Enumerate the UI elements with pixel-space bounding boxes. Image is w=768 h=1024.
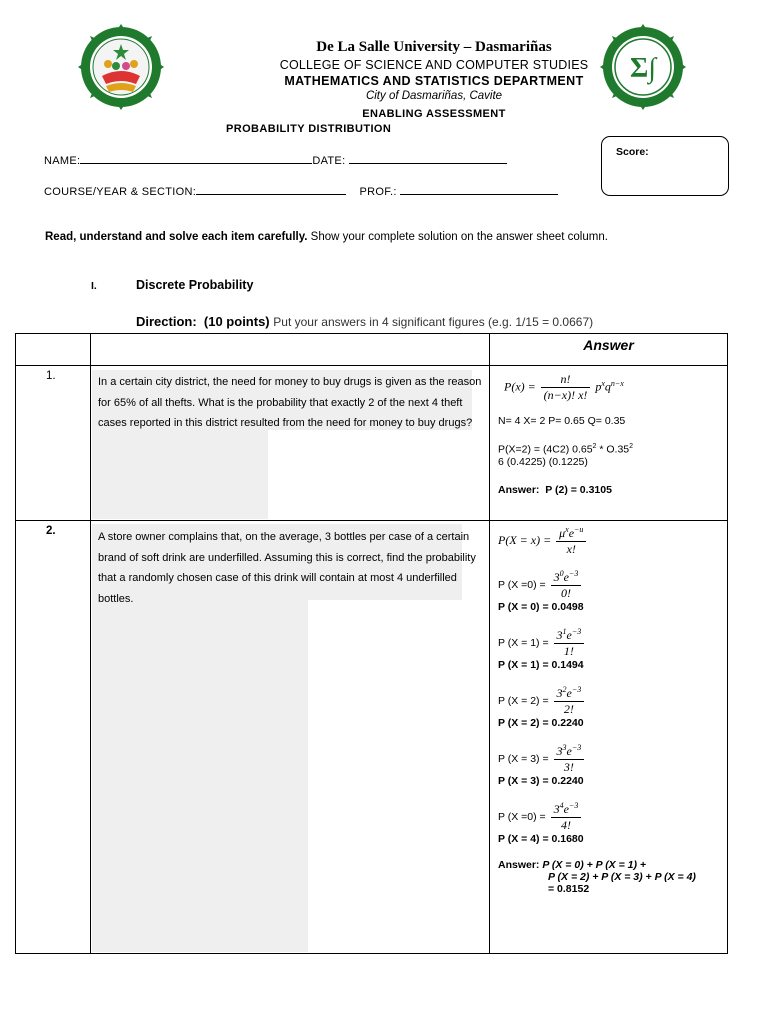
step-denominator: 3! — [563, 760, 574, 774]
step-1-exp1: 2 — [592, 443, 597, 450]
step-numerator — [554, 685, 585, 702]
step-e-exp: −3 — [568, 801, 579, 810]
formula-q-exp: n−x — [610, 378, 624, 388]
answer-header: Answer — [490, 334, 728, 366]
step-e-exp: −3 — [571, 685, 582, 694]
step-equation — [498, 569, 721, 601]
name-blank[interactable] — [80, 153, 312, 164]
item-number: 2. — [16, 521, 91, 954]
name-label: NAME: — [44, 155, 81, 167]
score-label: Score: — [616, 146, 649, 158]
answer-cell[interactable] — [490, 366, 728, 521]
step-base: 3 — [556, 744, 563, 758]
step-equation — [498, 801, 721, 833]
step-base: 3 — [556, 686, 563, 700]
prof-label: PROF.: — [359, 186, 397, 198]
formula-p-exp: x — [601, 378, 605, 388]
step-denominator: 1! — [563, 644, 574, 658]
step-numerator — [554, 743, 585, 760]
step-e-exp: −3 — [571, 627, 582, 636]
formula-denominator: x! — [566, 542, 576, 556]
answer-line-1: P (X = 0) + P (X = 1) + — [542, 859, 647, 871]
step-denominator: 4! — [560, 818, 571, 832]
poisson-step — [498, 569, 721, 613]
step-lhs: P (X = 1) = — [498, 636, 549, 649]
step-denominator: 0! — [560, 586, 571, 600]
formula-p: p — [595, 379, 602, 394]
step-1-exp2: 2 — [629, 443, 634, 450]
step-equation — [498, 627, 721, 659]
step-exp: 2 — [562, 685, 567, 694]
formula-numerator: $\mu^xe^{-u}$ — [556, 525, 586, 542]
date-label: DATE: — [312, 155, 346, 167]
step-base: 3 — [556, 628, 563, 642]
final-answer — [498, 859, 721, 895]
course-label: COURSE/YEAR & SECTION: — [44, 186, 197, 198]
date-blank[interactable] — [349, 153, 507, 164]
step-1-b: * O.35 — [596, 443, 630, 456]
course-blank[interactable] — [196, 184, 346, 195]
instructions — [45, 231, 608, 243]
step-e-exp: −3 — [571, 743, 582, 752]
poisson-formula — [498, 525, 721, 557]
step-result: P (X = 4) = 0.1680 — [498, 833, 584, 845]
direction-label: Direction: — [136, 314, 197, 329]
table-header-row — [16, 334, 728, 366]
formula-fraction — [556, 525, 586, 557]
svg-text:Σ∫: Σ∫ — [630, 53, 656, 84]
course-field — [44, 184, 558, 198]
direction-line — [136, 314, 593, 329]
university-name: De La Salle University – Dasmariñas — [316, 39, 552, 55]
step-lhs: P (X =0) = — [498, 810, 546, 823]
section-title: Discrete Probability — [136, 278, 254, 292]
answer-label: Answer: — [498, 859, 540, 871]
header-cell-number — [16, 334, 91, 366]
binomial-formula — [504, 372, 721, 403]
step-fraction — [554, 685, 585, 717]
step-e-exp: −3 — [568, 569, 579, 578]
formula-lhs: P(x) = — [504, 379, 536, 394]
table-row — [16, 521, 728, 954]
step-equation — [498, 685, 721, 717]
topic-title: PROBABILITY DISTRIBUTION — [226, 123, 392, 135]
formula-q: q — [604, 379, 611, 394]
college-name: COLLEGE OF SCIENCE AND COMPUTER STUDIES — [279, 58, 589, 72]
direction-text: Put your answers in 4 significant figures (e.g. 1/15 = 0.0667) — [273, 315, 594, 329]
header-cell-question — [91, 334, 490, 366]
poisson-step — [498, 685, 721, 729]
step-result: P (X = 2) = 0.2240 — [498, 717, 584, 729]
answer-line-3: = 0.8152 — [548, 883, 590, 895]
step-fraction — [551, 569, 582, 601]
name-field — [44, 153, 507, 167]
department-name: MATHEMATICS AND STATISTICS DEPARTMENT — [284, 74, 584, 88]
step-fraction — [554, 627, 585, 659]
step-e: e — [566, 744, 572, 758]
step-exp: 4 — [559, 801, 564, 810]
step-result: P (X = 0) = 0.0498 — [498, 601, 584, 613]
poisson-step — [498, 801, 721, 845]
step-lhs: P (X = 3) = — [498, 752, 549, 765]
assessment-title: ENABLING ASSESSMENT — [362, 108, 506, 120]
poisson-step — [498, 627, 721, 671]
step-e: e — [566, 686, 572, 700]
answer-line-2: P (X = 2) + P (X = 3) + P (X = 4) — [548, 871, 696, 883]
step-e: e — [563, 802, 569, 816]
given-values: N= 4 X= 2 P= 0.65 Q= 0.35 — [498, 415, 626, 427]
step-base: 3 — [553, 802, 560, 816]
prof-blank[interactable] — [400, 184, 558, 195]
poisson-step — [498, 743, 721, 787]
step-numerator — [554, 627, 585, 644]
formula-numerator: n! — [541, 372, 591, 388]
answer-cell[interactable] — [490, 521, 728, 954]
item-number: 1. — [16, 366, 91, 521]
step-lhs: P (X =0) = — [498, 578, 546, 591]
direction-points: (10 points) — [203, 314, 270, 329]
question-text: In a certain city district, the need for money to buy drugs is given as the reason for 65% of all thefts. What is the probability that exactly 2 of the next 4 theft cases reported in this district resulted from the need for money to buy drugs? — [91, 366, 490, 521]
step-exp: 3 — [562, 743, 567, 752]
formula-denominator: (n−x)! x! — [543, 388, 588, 402]
step-equation — [498, 743, 721, 775]
poisson-steps — [498, 569, 721, 845]
step-result: P (X = 1) = 0.1494 — [498, 659, 584, 671]
step-1 — [498, 443, 721, 456]
step-fraction — [551, 801, 582, 833]
step-denominator: 2! — [563, 702, 574, 716]
answer-label: Answer: — [498, 483, 540, 496]
step-fraction — [554, 743, 585, 775]
answer-value: P (2) = 0.3105 — [545, 483, 612, 496]
section-numeral: I. — [91, 280, 97, 292]
step-exp: 1 — [562, 627, 567, 636]
step-e: e — [563, 570, 569, 584]
questions-table — [15, 333, 728, 954]
question-text: A store owner complains that, on the average, 3 bottles per case of a certain brand of soft drink are underfilled. Assuming this is correct, find the probability that a randomly chosen case of this drink will contain at most 4 underfilled bottles. — [91, 521, 490, 954]
step-result: P (X = 3) = 0.2240 — [498, 775, 584, 787]
city-name: City of Dasmariñas, Cavite — [365, 90, 503, 102]
step-lhs: P (X = 2) = — [498, 694, 549, 707]
table-row — [16, 366, 728, 521]
formula-fraction — [541, 372, 591, 403]
step-exp: 0 — [559, 569, 564, 578]
step-numerator — [551, 801, 582, 818]
step-numerator — [551, 569, 582, 586]
instructions-rest: Show your complete solution on the answer sheet column. — [307, 231, 608, 243]
step-2: 6 (0.4225) (0.1225) — [498, 455, 588, 468]
step-base: 3 — [553, 570, 560, 584]
step-e: e — [566, 628, 572, 642]
final-answer — [498, 484, 721, 496]
step-1-a: P(X=2) = (4C2) 0.65 — [498, 443, 593, 456]
score-box[interactable] — [601, 136, 729, 196]
formula-lhs: P(X = x) = — [498, 532, 552, 547]
instructions-bold: Read, understand and solve each item carefully. — [45, 231, 308, 243]
